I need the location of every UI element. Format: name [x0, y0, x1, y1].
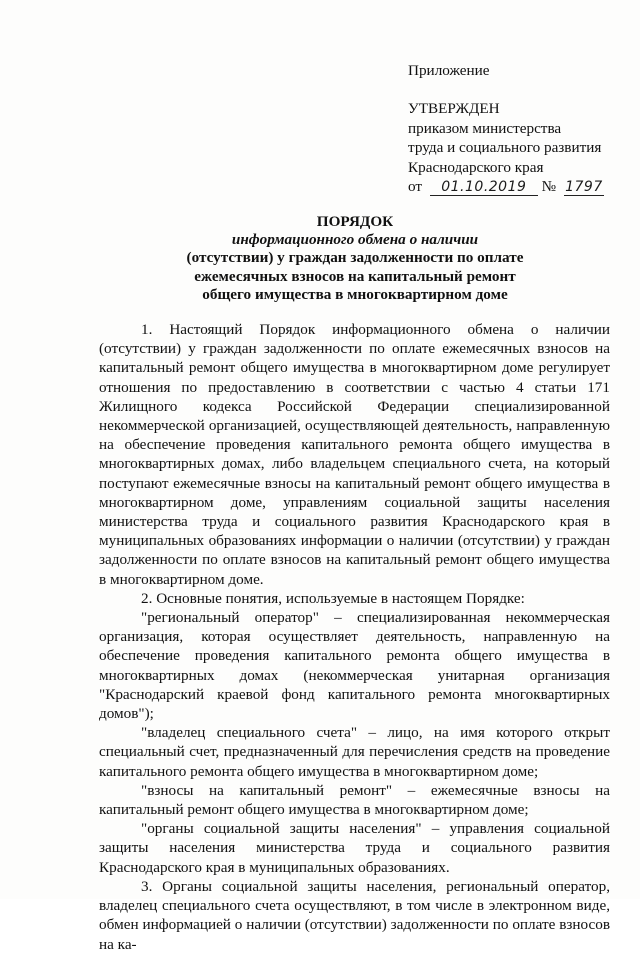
date-handwritten: 01.10.2019 [430, 180, 538, 196]
spacer [408, 80, 634, 99]
paragraph-1: 1. Настоящий Порядок информационного обмена о наличии (отсутствии) у граждан задолженности по оплате ежемесячных взносов на капитальный ремонт общего имущества в многоквартирном доме регулирует отношения по предоставлению в соответствии с частью 4 статьи 171 Жилищного кодекса Российской Федерации специализированной некоммерческой организацией, осуществляющей деятельность, направленную на обеспечение проведения капитального ремонта общего имущества в многоквартирных домах, либо владельцем специального счета, на который поступают ежемесячные взносы на капитальный ремонт общего имущества в многоквартирном доме, управлениям социальной защиты населения министерства труда и социального развития Краснодарского края в муниципальных образованиях информации о наличии (отсутствии) у граждан задолженности по оплате взносов на капитальный ремонт общего имущества в многоквартирном доме. [99, 321, 610, 588]
paragraph-2: 2. Основные понятия, используемые в настоящем Порядке: [141, 589, 525, 607]
from-label: от [408, 178, 423, 196]
paragraph-3: 3. Органы социальной защиты населения, региональный оператор, владелец специального счета осуществляют, в том числе в электронном виде, обмен информацией о наличии (отсутствии) задолженности по оплате взносов на ка- [99, 877, 610, 953]
appendix-label: Приложение [408, 62, 490, 79]
approved-label: УТВЕРЖДЕН [408, 100, 500, 118]
title-main: ПОРЯДОК [316, 213, 394, 230]
title-line-3: ежемесячных взносов на капитальный ремонт [194, 267, 516, 285]
order-line-1: приказом министерства [408, 119, 562, 137]
definition-social-protection-bodies: "органы социальной защиты населения" – управления социальной защиты населения министерства труда и социального развития Краснодарского края в муниципальных образованиях. [99, 820, 610, 876]
definition-special-account-owner: "владелец специального счета" – лицо, на имя которого открыт специальный счет, предназначенный для перечисления средств на проведение капитального ремонта общего имущества в многоквартирном доме; [99, 724, 610, 780]
date-number-line [408, 177, 634, 196]
document-body [99, 320, 610, 954]
order-line-2: труда и социального развития [408, 139, 602, 157]
document-title [140, 213, 570, 304]
definition-capital-repair-fees: "взносы на капитальный ремонт" – ежемесячные взносы на капитальный ремонт общего имущества в многоквартирном доме; [99, 781, 610, 819]
approval-block [408, 61, 634, 196]
title-line-1: информационного обмена о наличии [231, 231, 479, 249]
order-line-3: Краснодарского края [408, 158, 544, 176]
title-line-2: (отсутствии) у граждан задолженности по оплате [186, 249, 524, 267]
number-handwritten: 1797 [565, 179, 603, 196]
number-label: № [541, 178, 557, 196]
title-line-4: общего имущества в многоквартирном доме [202, 285, 508, 303]
definition-regional-operator: "региональный оператор" – специализированная некоммерческая организация, которая осуществляет деятельность, направленную на обеспечение проведения капитального ремонта общего имущества в многоквартирных домах (некоммерческая унитарная организация "Краснодарский краевой фонд капитального ремонта многоквартирных домов"); [99, 609, 610, 723]
